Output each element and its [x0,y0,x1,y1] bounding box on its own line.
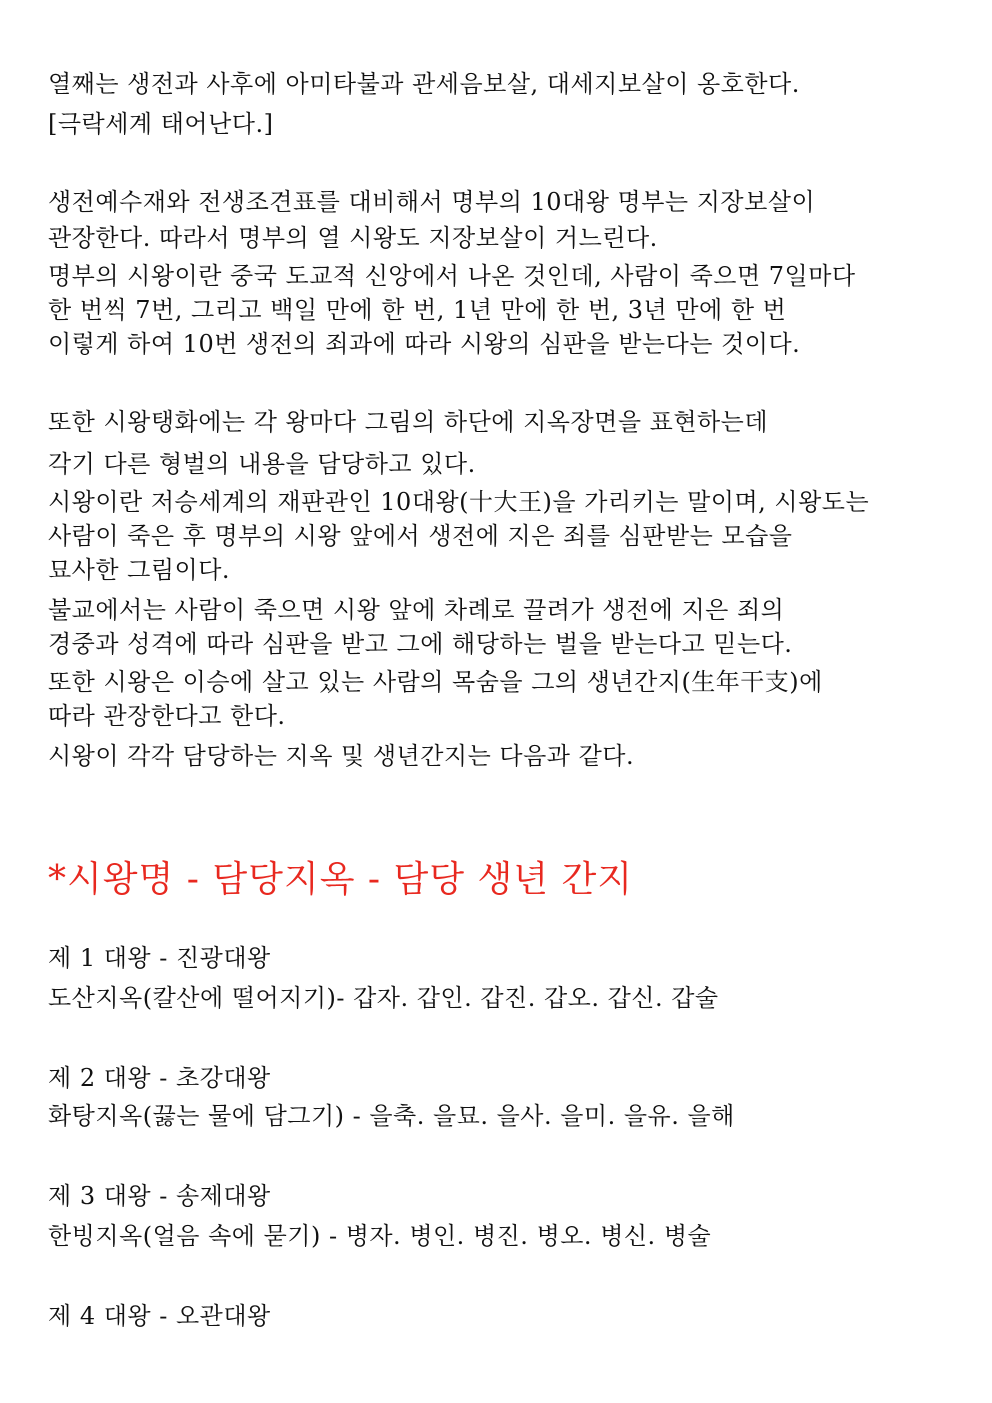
paragraph2-line-7: 경중과 성격에 따라 심판을 받고 그에 해당하는 벌을 받는다고 믿는다. [48,630,793,658]
king-1-detail: 도산지옥(칼산에 떨어지기)- 갑자. 갑인. 갑진. 갑오. 갑신. 갑술 [48,984,719,1012]
intro-line-1: 열째는 생전과 사후에 아미타불과 관세음보살, 대세지보살이 옹호한다. [48,70,800,98]
paragraph1-line-3: 명부의 시왕이란 중국 도교적 신앙에서 나온 것인데, 사람이 죽으면 7일마다 [48,262,856,290]
paragraph2-line-8: 또한 시왕은 이승에 살고 있는 사람의 목숨을 그의 생년간지(生年干支)에 [48,668,823,696]
king-2-detail: 화탕지옥(끓는 물에 담그기) - 을축. 을묘. 을사. 을미. 을유. 을해 [48,1102,735,1130]
paragraph2-line-3: 시왕이란 저승세계의 재판관인 10대왕(十大王)을 가리키는 말이며, 시왕도는 [48,488,870,516]
paragraph2-line-5: 묘사한 그림이다. [48,556,231,584]
paragraph2-line-9: 따라 관장한다고 한다. [48,702,286,730]
king-3-detail: 한빙지옥(얼음 속에 묻기) - 병자. 병인. 병진. 병오. 병신. 병술 [48,1222,712,1250]
paragraph2-line-4: 사람이 죽은 후 명부의 시왕 앞에서 생전에 지은 죄를 심판받는 모습을 [48,522,793,550]
paragraph2-line-6: 불교에서는 사람이 죽으면 시왕 앞에 차례로 끌려가 생전에 지은 죄의 [48,596,785,624]
king-2-title: 제 2 대왕 - 초강대왕 [48,1064,271,1092]
king-4-title: 제 4 대왕 - 오관대왕 [48,1302,271,1330]
paragraph1-line-4: 한 번씩 7번, 그리고 백일 만에 한 번, 1년 만에 한 번, 3년 만에 한 번 [48,296,787,324]
paragraph1-line-2: 관장한다. 따라서 명부의 열 시왕도 지장보살이 거느린다. [48,224,658,252]
king-3-title: 제 3 대왕 - 송제대왕 [48,1182,271,1210]
paragraph1-line-1: 생전예수재와 전생조견표를 대비해서 명부의 10대왕 명부는 지장보살이 [48,188,816,216]
king-1-title: 제 1 대왕 - 진광대왕 [48,944,271,972]
section-heading: *시왕명 - 담당지옥 - 담당 생년 간지 [48,859,634,900]
paragraph1-line-5: 이렇게 하여 10번 생전의 죄과에 따라 시왕의 심판을 받는다는 것이다. [48,330,801,358]
paragraph2-line-10: 시왕이 각각 담당하는 지옥 및 생년간지는 다음과 같다. [48,742,635,770]
paragraph2-line-2: 각기 다른 형벌의 내용을 담당하고 있다. [48,450,476,478]
paragraph2-line-1: 또한 시왕탱화에는 각 왕마다 그림의 하단에 지옥장면을 표현하는데 [48,408,769,436]
intro-line-2: [극락세계 태어난다.] [48,110,274,138]
